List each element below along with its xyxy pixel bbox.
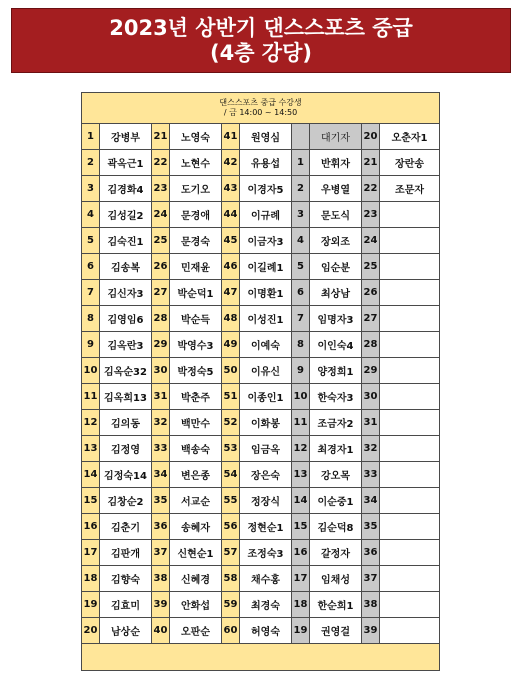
student-name-cell: 이종인1 bbox=[240, 384, 292, 410]
student-name-cell bbox=[380, 228, 440, 254]
seat-number-cell: 48 bbox=[222, 306, 240, 332]
table-row bbox=[82, 202, 440, 228]
seat-number-cell: 51 bbox=[222, 384, 240, 410]
student-name-cell: 이규례 bbox=[240, 202, 292, 228]
student-name-cell bbox=[380, 280, 440, 306]
student-name-cell: 김옥희13 bbox=[100, 384, 152, 410]
student-name-cell: 오판순 bbox=[170, 618, 222, 644]
table-caption bbox=[82, 93, 440, 124]
student-name-cell: 이화봉 bbox=[240, 410, 292, 436]
student-name-cell: 채수홍 bbox=[240, 566, 292, 592]
caption-row bbox=[82, 93, 440, 124]
seat-number-cell: 47 bbox=[222, 280, 240, 306]
student-name-cell: 남상순 bbox=[100, 618, 152, 644]
seat-number-cell: 56 bbox=[222, 514, 240, 540]
seat-number-cell: 38 bbox=[152, 566, 170, 592]
student-name-cell: 허영숙 bbox=[240, 618, 292, 644]
seat-number-cell: 33 bbox=[362, 462, 380, 488]
seat-number-cell: 8 bbox=[82, 306, 100, 332]
student-name-cell: 이길례1 bbox=[240, 254, 292, 280]
seat-number-cell: 16 bbox=[292, 540, 310, 566]
student-name-cell: 김신자3 bbox=[100, 280, 152, 306]
student-name-cell: 최상남 bbox=[310, 280, 362, 306]
student-name-cell: 문경애 bbox=[170, 202, 222, 228]
seat-number-cell: 9 bbox=[82, 332, 100, 358]
seat-number-cell: 34 bbox=[362, 488, 380, 514]
student-name-cell: 이순중1 bbox=[310, 488, 362, 514]
student-name-cell: 우병열 bbox=[310, 176, 362, 202]
student-name-cell: 백만수 bbox=[170, 410, 222, 436]
seat-number-cell: 12 bbox=[82, 410, 100, 436]
seat-number-cell: 31 bbox=[362, 410, 380, 436]
student-name-cell: 김효미 bbox=[100, 592, 152, 618]
seat-number-cell: 16 bbox=[82, 514, 100, 540]
seat-number-cell: 1 bbox=[292, 150, 310, 176]
seat-number-cell: 26 bbox=[362, 280, 380, 306]
student-name-cell bbox=[380, 384, 440, 410]
student-name-cell: 문도식 bbox=[310, 202, 362, 228]
seat-number-cell bbox=[292, 124, 310, 150]
student-name-cell: 정현순1 bbox=[240, 514, 292, 540]
seat-number-cell: 23 bbox=[152, 176, 170, 202]
seat-number-cell: 36 bbox=[362, 540, 380, 566]
student-name-cell: 박정숙5 bbox=[170, 358, 222, 384]
student-name-cell: 민재윤 bbox=[170, 254, 222, 280]
student-name-cell: 이인숙4 bbox=[310, 332, 362, 358]
student-name-cell: 박춘주 bbox=[170, 384, 222, 410]
student-name-cell: 김향숙 bbox=[100, 566, 152, 592]
seat-number-cell: 4 bbox=[292, 228, 310, 254]
student-name-cell: 신현순1 bbox=[170, 540, 222, 566]
student-name-cell: 임채성 bbox=[310, 566, 362, 592]
title-banner bbox=[11, 8, 511, 73]
student-name-cell: 안화섭 bbox=[170, 592, 222, 618]
seat-number-cell: 29 bbox=[152, 332, 170, 358]
student-name-cell bbox=[380, 358, 440, 384]
student-name-cell: 반휘자 bbox=[310, 150, 362, 176]
student-name-cell: 조금자2 bbox=[310, 410, 362, 436]
student-name-cell: 박순득 bbox=[170, 306, 222, 332]
seat-number-cell: 7 bbox=[82, 280, 100, 306]
seat-number-cell: 49 bbox=[222, 332, 240, 358]
table-row bbox=[82, 384, 440, 410]
student-name-cell: 박순덕1 bbox=[170, 280, 222, 306]
student-name-cell: 노현수 bbox=[170, 150, 222, 176]
seat-number-cell: 2 bbox=[292, 176, 310, 202]
seat-number-cell: 29 bbox=[362, 358, 380, 384]
seat-number-cell: 21 bbox=[362, 150, 380, 176]
student-name-cell bbox=[380, 618, 440, 644]
student-name-cell: 오춘자1 bbox=[380, 124, 440, 150]
student-name-cell bbox=[380, 566, 440, 592]
seat-number-cell: 28 bbox=[152, 306, 170, 332]
banner-subtitle: (4층 강당) bbox=[210, 41, 312, 65]
seat-number-cell: 31 bbox=[152, 384, 170, 410]
seat-number-cell: 25 bbox=[152, 228, 170, 254]
student-name-cell: 장란송 bbox=[380, 150, 440, 176]
student-name-cell: 이예숙 bbox=[240, 332, 292, 358]
seat-number-cell: 37 bbox=[362, 566, 380, 592]
seat-number-cell: 52 bbox=[222, 410, 240, 436]
table-row bbox=[82, 254, 440, 280]
student-name-cell: 서교순 bbox=[170, 488, 222, 514]
seat-number-cell: 58 bbox=[222, 566, 240, 592]
seat-number-cell: 12 bbox=[292, 436, 310, 462]
banner-title: 2023년 상반기 댄스스포츠 중급 bbox=[109, 16, 413, 40]
seat-number-cell: 13 bbox=[82, 436, 100, 462]
caption-line-2: / 금 14:00 ~ 14:50 bbox=[223, 108, 298, 117]
seat-number-cell: 7 bbox=[292, 306, 310, 332]
student-name-cell: 임명자3 bbox=[310, 306, 362, 332]
student-name-cell: 신혜경 bbox=[170, 566, 222, 592]
student-name-cell bbox=[380, 540, 440, 566]
seat-number-cell: 39 bbox=[362, 618, 380, 644]
student-name-cell: 변은종 bbox=[170, 462, 222, 488]
table-row bbox=[82, 358, 440, 384]
student-name-cell: 조문자 bbox=[380, 176, 440, 202]
student-name-cell: 장외조 bbox=[310, 228, 362, 254]
student-name-cell bbox=[380, 332, 440, 358]
table-footer bbox=[82, 644, 440, 671]
seat-number-cell: 34 bbox=[152, 462, 170, 488]
seat-number-cell: 24 bbox=[152, 202, 170, 228]
seat-number-cell: 30 bbox=[362, 384, 380, 410]
student-name-cell: 김의동 bbox=[100, 410, 152, 436]
student-name-cell: 김경화4 bbox=[100, 176, 152, 202]
student-name-cell bbox=[380, 436, 440, 462]
seat-number-cell: 26 bbox=[152, 254, 170, 280]
student-name-cell: 한숙자3 bbox=[310, 384, 362, 410]
seat-number-cell: 11 bbox=[82, 384, 100, 410]
seat-number-cell: 23 bbox=[362, 202, 380, 228]
seat-number-cell: 35 bbox=[152, 488, 170, 514]
table-row bbox=[82, 540, 440, 566]
seat-number-cell: 53 bbox=[222, 436, 240, 462]
table-row bbox=[82, 566, 440, 592]
table-row bbox=[82, 514, 440, 540]
student-name-cell: 한순희1 bbox=[310, 592, 362, 618]
seat-number-cell: 4 bbox=[82, 202, 100, 228]
seat-number-cell: 50 bbox=[222, 358, 240, 384]
seat-number-cell: 17 bbox=[292, 566, 310, 592]
seat-number-cell: 42 bbox=[222, 150, 240, 176]
student-name-cell: 김성길2 bbox=[100, 202, 152, 228]
student-name-cell: 박영수3 bbox=[170, 332, 222, 358]
seat-number-cell: 46 bbox=[222, 254, 240, 280]
table-row bbox=[82, 280, 440, 306]
seat-number-cell: 18 bbox=[82, 566, 100, 592]
seat-number-cell: 6 bbox=[292, 280, 310, 306]
seat-number-cell: 24 bbox=[362, 228, 380, 254]
seat-number-cell: 32 bbox=[152, 410, 170, 436]
seat-number-cell: 17 bbox=[82, 540, 100, 566]
table-row bbox=[82, 592, 440, 618]
student-name-cell: 강병부 bbox=[100, 124, 152, 150]
student-name-cell: 문경숙 bbox=[170, 228, 222, 254]
seat-number-cell: 14 bbox=[82, 462, 100, 488]
seat-number-cell: 2 bbox=[82, 150, 100, 176]
table-row bbox=[82, 410, 440, 436]
student-name-cell: 노영숙 bbox=[170, 124, 222, 150]
student-name-cell bbox=[380, 410, 440, 436]
student-name-cell: 장은숙 bbox=[240, 462, 292, 488]
student-name-cell: 김옥란3 bbox=[100, 332, 152, 358]
seat-number-cell: 54 bbox=[222, 462, 240, 488]
seat-number-cell: 5 bbox=[82, 228, 100, 254]
seat-number-cell: 11 bbox=[292, 410, 310, 436]
student-name-cell: 정장식 bbox=[240, 488, 292, 514]
student-name-cell: 김창순2 bbox=[100, 488, 152, 514]
student-name-cell: 김정영 bbox=[100, 436, 152, 462]
seat-number-cell: 55 bbox=[222, 488, 240, 514]
student-name-cell: 최경숙 bbox=[240, 592, 292, 618]
seat-number-cell: 57 bbox=[222, 540, 240, 566]
table-row bbox=[82, 306, 440, 332]
seat-number-cell: 8 bbox=[292, 332, 310, 358]
student-name-cell: 김순덕8 bbox=[310, 514, 362, 540]
student-name-cell: 임순분 bbox=[310, 254, 362, 280]
seat-number-cell: 13 bbox=[292, 462, 310, 488]
table-row bbox=[82, 332, 440, 358]
student-name-cell bbox=[380, 254, 440, 280]
seat-number-cell: 21 bbox=[152, 124, 170, 150]
seat-number-cell: 38 bbox=[362, 592, 380, 618]
seat-number-cell: 6 bbox=[82, 254, 100, 280]
student-name-cell: 백송숙 bbox=[170, 436, 222, 462]
seat-number-cell: 27 bbox=[152, 280, 170, 306]
seat-number-cell: 3 bbox=[292, 202, 310, 228]
seat-number-cell: 10 bbox=[292, 384, 310, 410]
table-row bbox=[82, 150, 440, 176]
student-name-cell: 원영심 bbox=[240, 124, 292, 150]
student-name-cell: 이유신 bbox=[240, 358, 292, 384]
seat-number-cell: 22 bbox=[362, 176, 380, 202]
student-name-cell: 이금자3 bbox=[240, 228, 292, 254]
student-name-cell: 김정숙14 bbox=[100, 462, 152, 488]
table-row bbox=[82, 228, 440, 254]
seat-number-cell: 22 bbox=[152, 150, 170, 176]
seat-number-cell: 30 bbox=[152, 358, 170, 384]
seat-number-cell: 5 bbox=[292, 254, 310, 280]
table-row bbox=[82, 462, 440, 488]
table-row bbox=[82, 124, 440, 150]
student-name-cell: 갈정자 bbox=[310, 540, 362, 566]
student-name-cell: 강오목 bbox=[310, 462, 362, 488]
seat-number-cell: 59 bbox=[222, 592, 240, 618]
seat-number-cell: 32 bbox=[362, 436, 380, 462]
seat-number-cell: 25 bbox=[362, 254, 380, 280]
student-name-cell: 김송복 bbox=[100, 254, 152, 280]
student-name-cell: 송혜자 bbox=[170, 514, 222, 540]
seat-number-cell: 15 bbox=[82, 488, 100, 514]
seat-number-cell: 15 bbox=[292, 514, 310, 540]
student-name-cell bbox=[380, 306, 440, 332]
caption-line-1: 댄스스포츠 중급 수강생 bbox=[219, 98, 302, 107]
student-name-cell: 최경자1 bbox=[310, 436, 362, 462]
student-name-cell bbox=[380, 488, 440, 514]
seat-number-cell: 19 bbox=[82, 592, 100, 618]
seat-number-cell: 1 bbox=[82, 124, 100, 150]
student-name-cell: 김영임6 bbox=[100, 306, 152, 332]
student-name-cell: 임금옥 bbox=[240, 436, 292, 462]
waitlist-header: 대기자 bbox=[310, 124, 362, 150]
student-name-cell: 권영걸 bbox=[310, 618, 362, 644]
student-name-cell: 조정숙3 bbox=[240, 540, 292, 566]
roster-table bbox=[81, 92, 440, 671]
student-name-cell: 이성진1 bbox=[240, 306, 292, 332]
student-name-cell: 이명환1 bbox=[240, 280, 292, 306]
seat-number-cell: 40 bbox=[152, 618, 170, 644]
seat-number-cell: 35 bbox=[362, 514, 380, 540]
student-name-cell: 이경자5 bbox=[240, 176, 292, 202]
seat-number-cell: 39 bbox=[152, 592, 170, 618]
seat-number-cell: 28 bbox=[362, 332, 380, 358]
seat-number-cell: 19 bbox=[292, 618, 310, 644]
table-row bbox=[82, 436, 440, 462]
seat-number-cell: 44 bbox=[222, 202, 240, 228]
student-name-cell bbox=[380, 202, 440, 228]
student-name-cell: 김판개 bbox=[100, 540, 152, 566]
seat-number-cell: 18 bbox=[292, 592, 310, 618]
table-row bbox=[82, 488, 440, 514]
seat-number-cell: 33 bbox=[152, 436, 170, 462]
student-name-cell bbox=[380, 592, 440, 618]
seat-number-cell: 9 bbox=[292, 358, 310, 384]
student-name-cell: 유용섭 bbox=[240, 150, 292, 176]
footer-row bbox=[82, 644, 440, 671]
seat-number-cell: 43 bbox=[222, 176, 240, 202]
student-name-cell bbox=[380, 462, 440, 488]
student-name-cell: 김옥순32 bbox=[100, 358, 152, 384]
table-row bbox=[82, 176, 440, 202]
seat-number-cell: 45 bbox=[222, 228, 240, 254]
seat-number-cell: 60 bbox=[222, 618, 240, 644]
student-name-cell: 양정희1 bbox=[310, 358, 362, 384]
student-name-cell: 도기오 bbox=[170, 176, 222, 202]
seat-number-cell: 10 bbox=[82, 358, 100, 384]
student-name-cell bbox=[380, 514, 440, 540]
seat-number-cell: 20 bbox=[362, 124, 380, 150]
seat-number-cell: 36 bbox=[152, 514, 170, 540]
seat-number-cell: 41 bbox=[222, 124, 240, 150]
seat-number-cell: 37 bbox=[152, 540, 170, 566]
seat-number-cell: 14 bbox=[292, 488, 310, 514]
seat-number-cell: 20 bbox=[82, 618, 100, 644]
student-name-cell: 김숙진1 bbox=[100, 228, 152, 254]
seat-number-cell: 3 bbox=[82, 176, 100, 202]
student-name-cell: 김춘기 bbox=[100, 514, 152, 540]
seat-number-cell: 27 bbox=[362, 306, 380, 332]
student-name-cell: 곽옥근1 bbox=[100, 150, 152, 176]
table-row bbox=[82, 618, 440, 644]
